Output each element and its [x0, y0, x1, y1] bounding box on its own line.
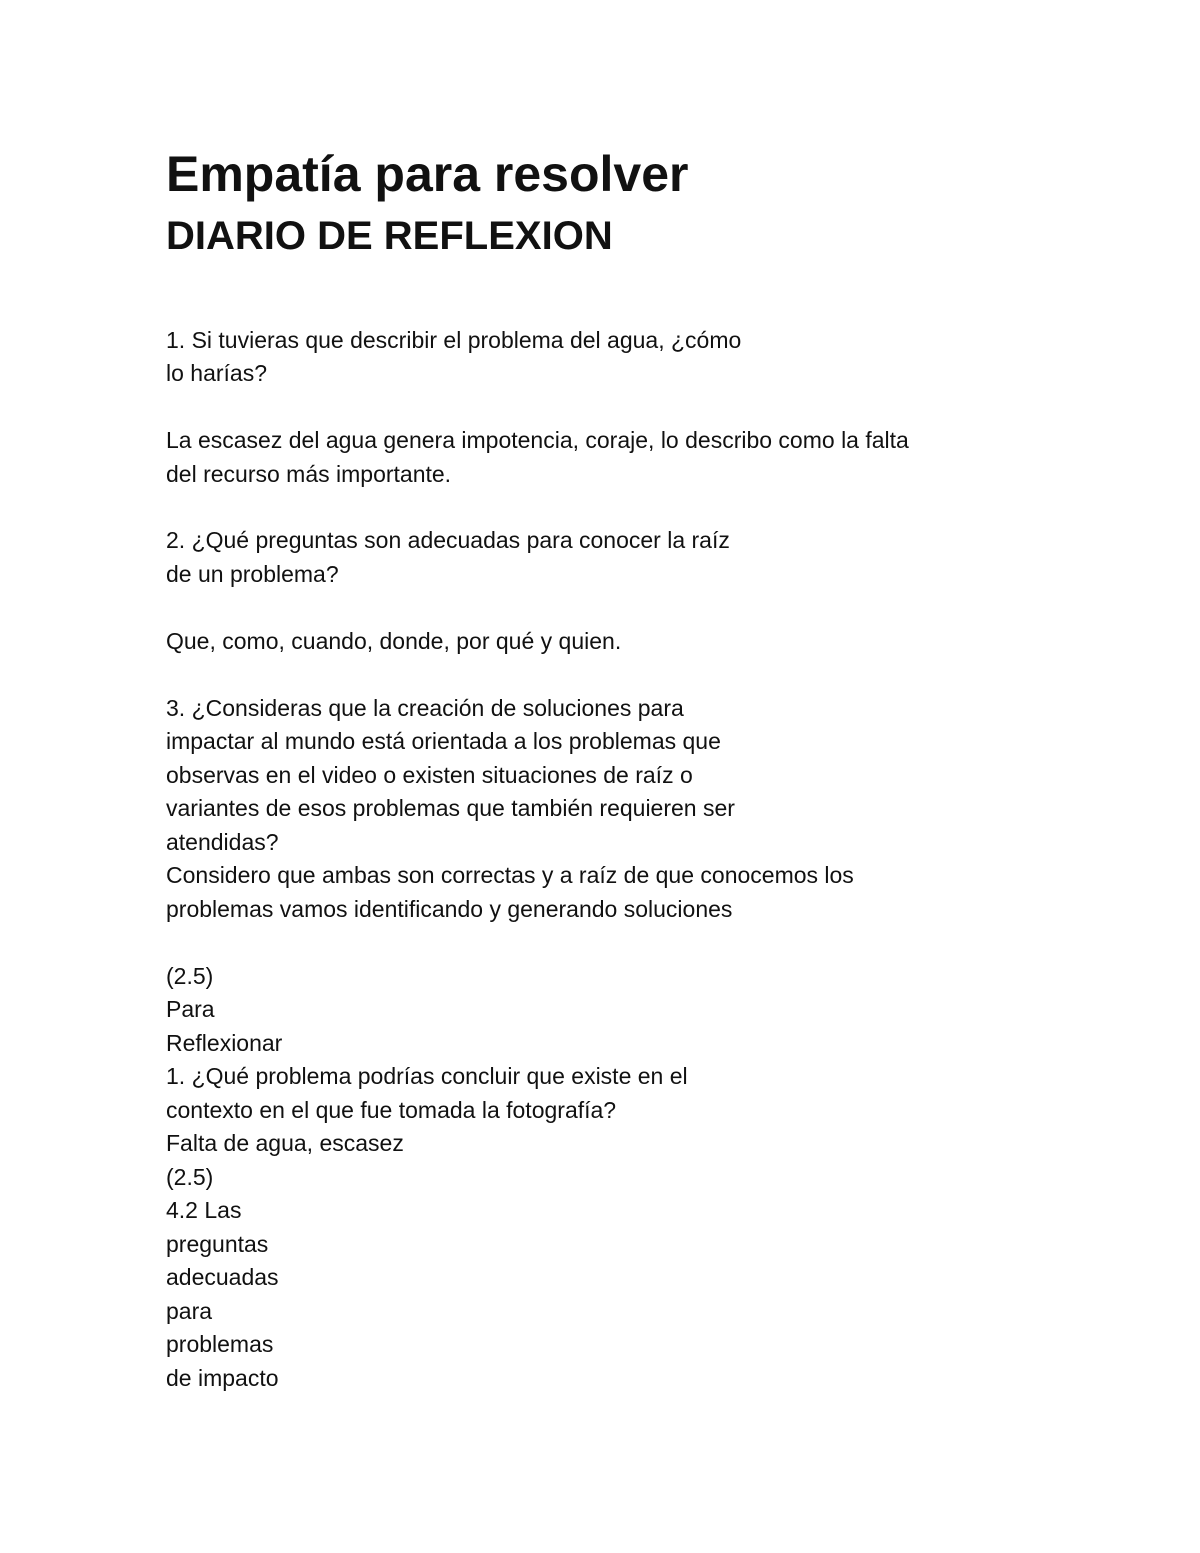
answer-2-line-1: Que, como, cuando, donde, por qué y quien.	[166, 628, 622, 654]
document-subtitle: DIARIO DE REFLEXION	[166, 214, 613, 258]
question-2-line-2: de un problema?	[166, 561, 339, 587]
answer-3-line-1: Considero que ambas son correctas y a raíz de que conocemos los	[166, 862, 854, 888]
answer-1-line-1: La escasez del agua genera impotencia, coraje, lo describo como la falta	[166, 427, 909, 453]
score-1: (2.5)	[166, 963, 214, 989]
section-5-line-5: problemas	[166, 1331, 274, 1357]
section-5-line-4: para	[166, 1298, 213, 1324]
reflection-heading-line-2: Reflexionar	[166, 1030, 283, 1056]
question-2-line-1: 2. ¿Qué preguntas son adecuadas para conocer la raíz	[166, 527, 730, 553]
question-3-line-4: variantes de esos problemas que también requieren ser	[166, 795, 735, 821]
section-5-line-1: 4.2 Las	[166, 1197, 242, 1223]
question-3-line-1: 3. ¿Consideras que la creación de soluciones para	[166, 695, 684, 721]
score-2: (2.5)	[166, 1164, 214, 1190]
question-3-line-3: observas en el video o existen situaciones de raíz o	[166, 762, 693, 788]
section-5-line-6: de impacto	[166, 1365, 279, 1391]
question-1-line-1: 1. Si tuvieras que describir el problema del agua, ¿cómo	[166, 327, 742, 353]
answer-3-line-2: problemas vamos identificando y generando soluciones	[166, 896, 733, 922]
question-1-line-2: lo harías?	[166, 360, 268, 386]
answer-4-line-1: Falta de agua, escasez	[166, 1130, 404, 1156]
document-title: Empatía para resolver	[166, 146, 689, 202]
answer-1-line-2: del recurso más importante.	[166, 461, 452, 487]
section-5-line-3: adecuadas	[166, 1264, 279, 1290]
section-5-line-2: preguntas	[166, 1231, 269, 1257]
question-4-line-2: contexto en el que fue tomada la fotografía?	[166, 1097, 617, 1123]
question-3-line-2: impactar al mundo está orientada a los problemas que	[166, 728, 721, 754]
reflection-heading-line-1: Para	[166, 996, 215, 1022]
question-3-line-5: atendidas?	[166, 829, 279, 855]
question-4-line-1: 1. ¿Qué problema podrías concluir que existe en el	[166, 1063, 688, 1089]
